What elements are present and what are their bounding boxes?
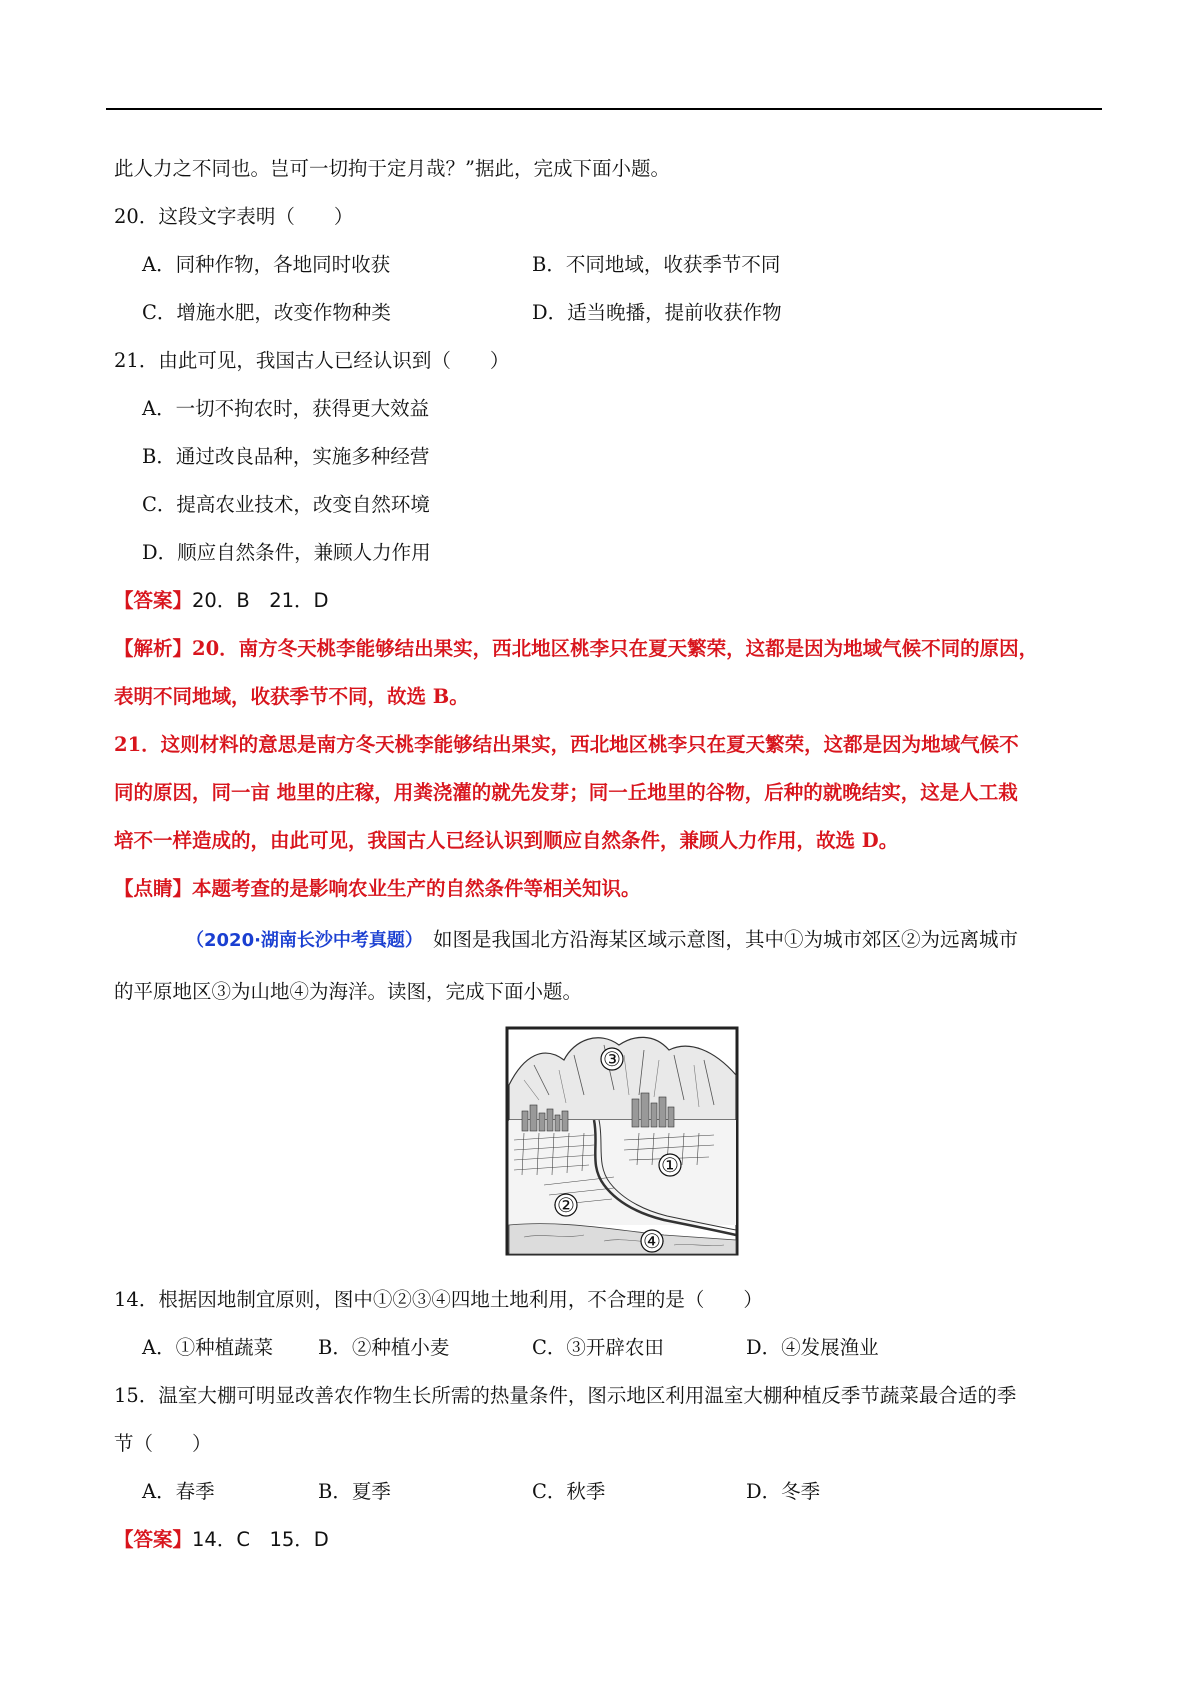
q15-option-d: D．冬季 xyxy=(746,1480,821,1503)
q21-option-d: D．顺应自然条件，兼顾人力作用 xyxy=(142,541,431,564)
analysis-1-line4: 同的原因，同一亩 地里的庄稼，用粪浇灌的就先发芽；同一丘地里的谷物，后种的就晚结实，这是人工栽 xyxy=(114,781,1018,804)
q15-option-a: A．春季 xyxy=(142,1480,215,1503)
analysis-1-line5: 培不一样造成的，由此可见，我国古人已经认识到顺应自然条件，兼顾人力作用，故选 D。 xyxy=(114,829,899,852)
q15-option-b: B．夏季 xyxy=(318,1480,391,1503)
intro-tail: 此人力之不同也。岂可一切拘于定月哉？”据此，完成下面小题。 xyxy=(114,157,670,180)
tip-tag: 【点睛】 xyxy=(114,877,193,900)
q20-option-b: B．不同地域，收获季节不同 xyxy=(532,253,781,276)
answer-2-text: 14．C 15．D xyxy=(192,1528,329,1551)
q15-stem-line1: 15．温室大棚可明显改善农作物生长所需的热量条件，图示地区利用温室大棚种植反季节蔬菜最合适的季 xyxy=(114,1384,1017,1407)
q20-stem: 20．这段文字表明（ ） xyxy=(114,205,354,228)
figure-label-4: ④ xyxy=(643,1229,661,1253)
q21-option-b: B．通过改良品种，实施多种经营 xyxy=(142,445,430,468)
header-rule xyxy=(106,108,1102,110)
figure-label-3: ③ xyxy=(603,1047,621,1071)
answer-1 xyxy=(114,587,329,615)
q20-option-c: C．增施水肥，改变作物种类 xyxy=(142,301,391,324)
source-label: （2020·湖南长沙中考真题） xyxy=(186,930,423,951)
tip xyxy=(114,875,641,903)
answer-1-tag: 【答案】 xyxy=(114,589,193,612)
q15-stem-line2: 节（ ） xyxy=(114,1432,212,1455)
figure-label-1: ① xyxy=(661,1153,679,1177)
q21-option-c: C．提高农业技术，改变自然环境 xyxy=(142,493,430,516)
answer-1-text: 20．B 21．D xyxy=(192,589,329,612)
q20-option-d: D．适当晚播，提前收获作物 xyxy=(532,301,782,324)
passage-text1: 如图是我国北方沿海某区域示意图，其中①为城市郊区②为远离城市 xyxy=(432,928,1018,951)
analysis-1-tag: 【解析】 xyxy=(114,637,193,660)
passage-line1 xyxy=(186,926,1018,955)
q14-option-a: A．①种植蔬菜 xyxy=(142,1336,274,1359)
tip-text: 本题考查的是影响农业生产的自然条件等相关知识。 xyxy=(192,877,641,900)
coastal-region-figure xyxy=(504,1025,740,1257)
analysis-1-line3: 21．这则材料的意思是南方冬天桃李能够结出果实，西北地区桃李只在夏天繁荣，这都是因为地域气候不 xyxy=(114,733,1019,756)
q15-option-c: C．秋季 xyxy=(532,1480,606,1503)
passage-line2: 的平原地区③为山地④为海洋。读图，完成下面小题。 xyxy=(114,980,583,1003)
analysis-1-text1: 20．南方冬天桃李能够结出果实，西北地区桃李只在夏天繁荣，这都是因为地域气候不同的原因， xyxy=(192,637,1039,660)
analysis-1-line2: 表明不同地域，收获季节不同，故选 B。 xyxy=(114,685,469,708)
q21-stem: 21．由此可见，我国古人已经认识到（ ） xyxy=(114,349,510,372)
q14-option-d: D．④发展渔业 xyxy=(746,1336,879,1359)
answer-2 xyxy=(114,1526,329,1554)
q14-option-c: C．③开辟农田 xyxy=(532,1336,664,1359)
answer-2-tag: 【答案】 xyxy=(114,1528,193,1551)
q20-option-a: A．同种作物，各地同时收获 xyxy=(142,253,391,276)
analysis-1-line1 xyxy=(114,635,1038,663)
q21-option-a: A．一切不拘农时，获得更大效益 xyxy=(142,397,430,420)
figure-label-2: ② xyxy=(557,1193,575,1217)
q14-stem: 14．根据因地制宜原则，图中①②③④四地土地利用，不合理的是（ ） xyxy=(114,1288,763,1311)
q14-option-b: B．②种植小麦 xyxy=(318,1336,450,1359)
